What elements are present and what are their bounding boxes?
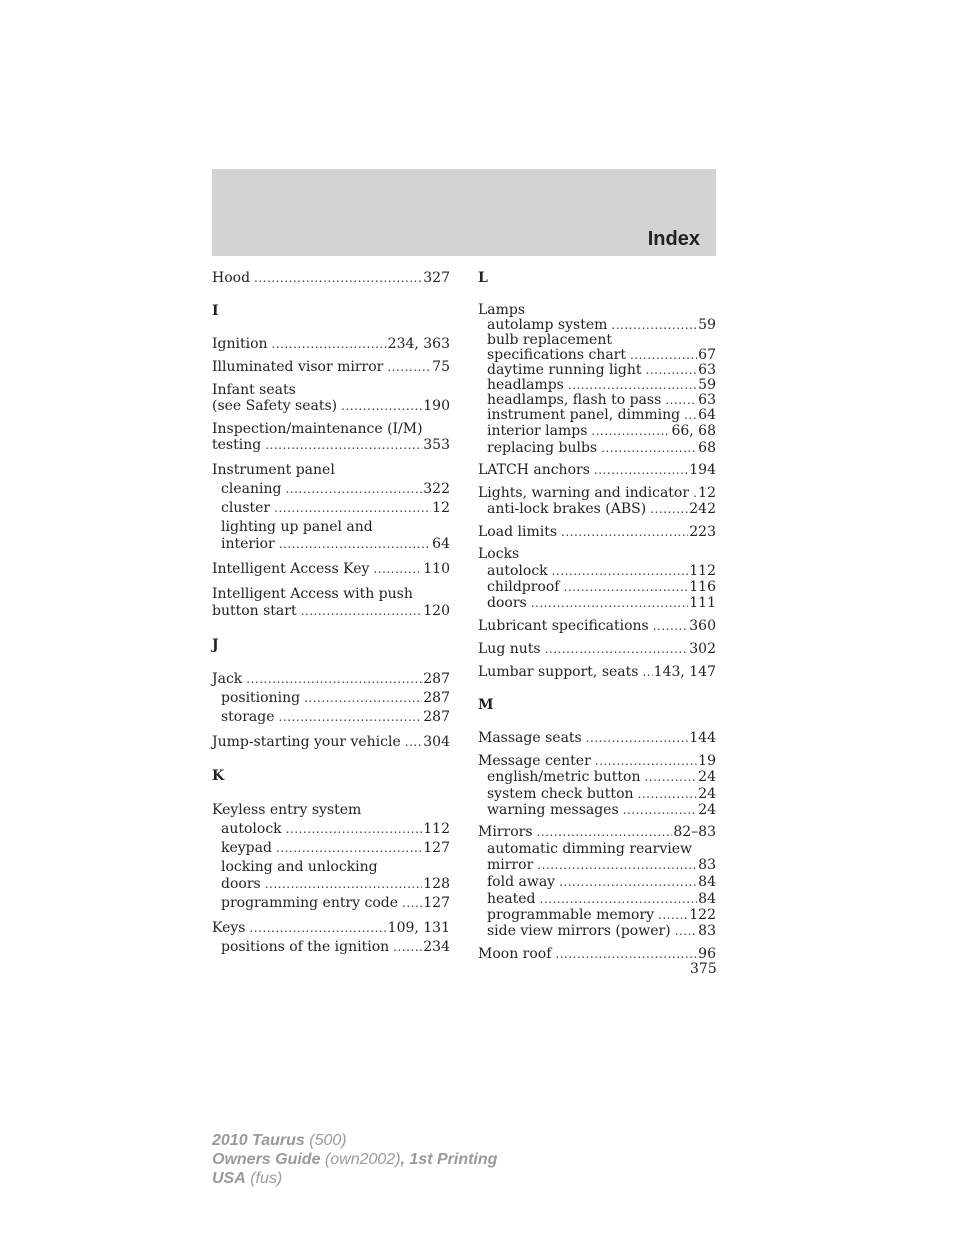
footer (212, 1131, 497, 1188)
index-subentry: childproof ..... 116 (478, 579, 716, 595)
index-entry: Jump-starting your vehicle ..... 304 (212, 734, 450, 750)
index-subentry: keypad ..... 127 (212, 840, 450, 856)
index-entry: Lamps (478, 302, 526, 318)
section-letter: L (478, 270, 488, 286)
index-entry: Locks (478, 546, 520, 562)
index-subentry: specifications chart ..... 67 (478, 347, 716, 363)
index-entry: Load limits ..... 223 (478, 524, 716, 540)
index-entry: Keyless entry system (212, 802, 362, 818)
section-letter: J (212, 637, 219, 653)
index-entry: Moon roof ..... 96 (478, 946, 716, 962)
index-entry: Mirrors ..... 82–83 (478, 824, 716, 840)
index-subentry: heated ..... 84 (478, 891, 716, 907)
index-entry: Illuminated visor mirror ..... 75 (212, 359, 450, 375)
index-subentry: instrument panel, dimming ..... 64 (478, 407, 716, 423)
page-number: 375 (690, 961, 717, 977)
index-subentry: interior ..... 64 (212, 536, 450, 552)
index-subentry: warning messages ..... 24 (478, 802, 716, 818)
index-entry: Infant seats (212, 382, 296, 398)
index-entry: (see Safety seats) ..... 190 (212, 398, 450, 414)
section-letter: K (212, 768, 225, 784)
index-subentry: headlamps, flash to pass ..... 63 (478, 392, 716, 408)
index-entry: Instrument panel (212, 462, 335, 478)
index-column-left (212, 268, 450, 955)
index-subentry: doors ..... 111 (478, 595, 716, 611)
index-subentry: cluster ..... 12 (212, 500, 450, 516)
header-band (212, 169, 716, 256)
index-entry: Lumbar support, seats ..... 143, 147 (478, 664, 716, 680)
page-title: Index (647, 228, 700, 250)
index-entry: Message center ..... 19 (478, 753, 716, 769)
index-subentry: system check button ..... 24 (478, 786, 716, 802)
index-entry: Ignition ..... 234, 363 (212, 336, 450, 352)
index-entry: Intelligent Access Key ..... 110 (212, 561, 450, 577)
index-subentry: cleaning ..... 322 (212, 481, 450, 497)
index-subentry: storage ..... 287 (212, 709, 450, 725)
index-subentry: autolock ..... 112 (212, 821, 450, 837)
index-subentry: doors ..... 128 (212, 876, 450, 892)
index-subentry: bulb replacement (487, 332, 612, 348)
index-entry: Jack ..... 287 (212, 671, 450, 687)
index-entry: Lubricant specifications ..... 360 (478, 618, 716, 634)
index-subentry: fold away ..... 84 (478, 874, 716, 890)
index-entry: Hood ..... 327 (212, 270, 450, 286)
index-subentry: anti-lock brakes (ABS) ..... 242 (478, 501, 716, 517)
index-subentry: programming entry code ..... 127 (212, 895, 450, 911)
index-entry: testing ..... 353 (212, 437, 450, 453)
index-entry: button start ..... 120 (212, 603, 450, 619)
index-column-right (478, 268, 716, 962)
index-entry: Inspection/maintenance (I/M) (212, 421, 423, 437)
index-entry: Intelligent Access with push (212, 586, 413, 602)
footer-line-model: 2010 Taurus (500) (212, 1132, 347, 1149)
index-subentry: positioning ..... 287 (212, 690, 450, 706)
section-letter: I (212, 303, 219, 319)
index-entry: Lights, warning and indicator ..... 12 (478, 485, 716, 501)
index-subentry: lighting up panel and (221, 519, 373, 535)
index-entry: Lug nuts ..... 302 (478, 641, 716, 657)
section-letter: M (478, 697, 494, 713)
index-entry: Massage seats ..... 144 (478, 730, 716, 746)
index-subentry: locking and unlocking (221, 859, 378, 875)
index-subentry: replacing bulbs ..... 68 (478, 440, 716, 456)
index-subentry: side view mirrors (power) ..... 83 (478, 923, 716, 939)
index-entry: Keys ..... 109, 131 (212, 920, 450, 936)
index-subentry: daytime running light ..... 63 (478, 362, 716, 378)
index-subentry: autolock ..... 112 (478, 563, 716, 579)
index-subentry: english/metric button ..... 24 (478, 769, 716, 785)
index-subentry: mirror ..... 83 (478, 857, 716, 873)
index-subentry: programmable memory ..... 122 (478, 907, 716, 923)
index-subentry: headlamps ..... 59 (478, 377, 716, 393)
index-subentry: automatic dimming rearview (487, 841, 693, 857)
index-subentry: autolamp system ..... 59 (478, 317, 716, 333)
index-subentry: interior lamps ..... 66, 68 (478, 423, 716, 439)
index-entry: LATCH anchors ..... 194 (478, 462, 716, 478)
footer-line-market: USA (fus) (212, 1170, 283, 1187)
footer-line-guide: Owners Guide (own2002), 1st Printing (212, 1151, 498, 1168)
index-subentry: positions of the ignition ..... 234 (212, 939, 450, 955)
